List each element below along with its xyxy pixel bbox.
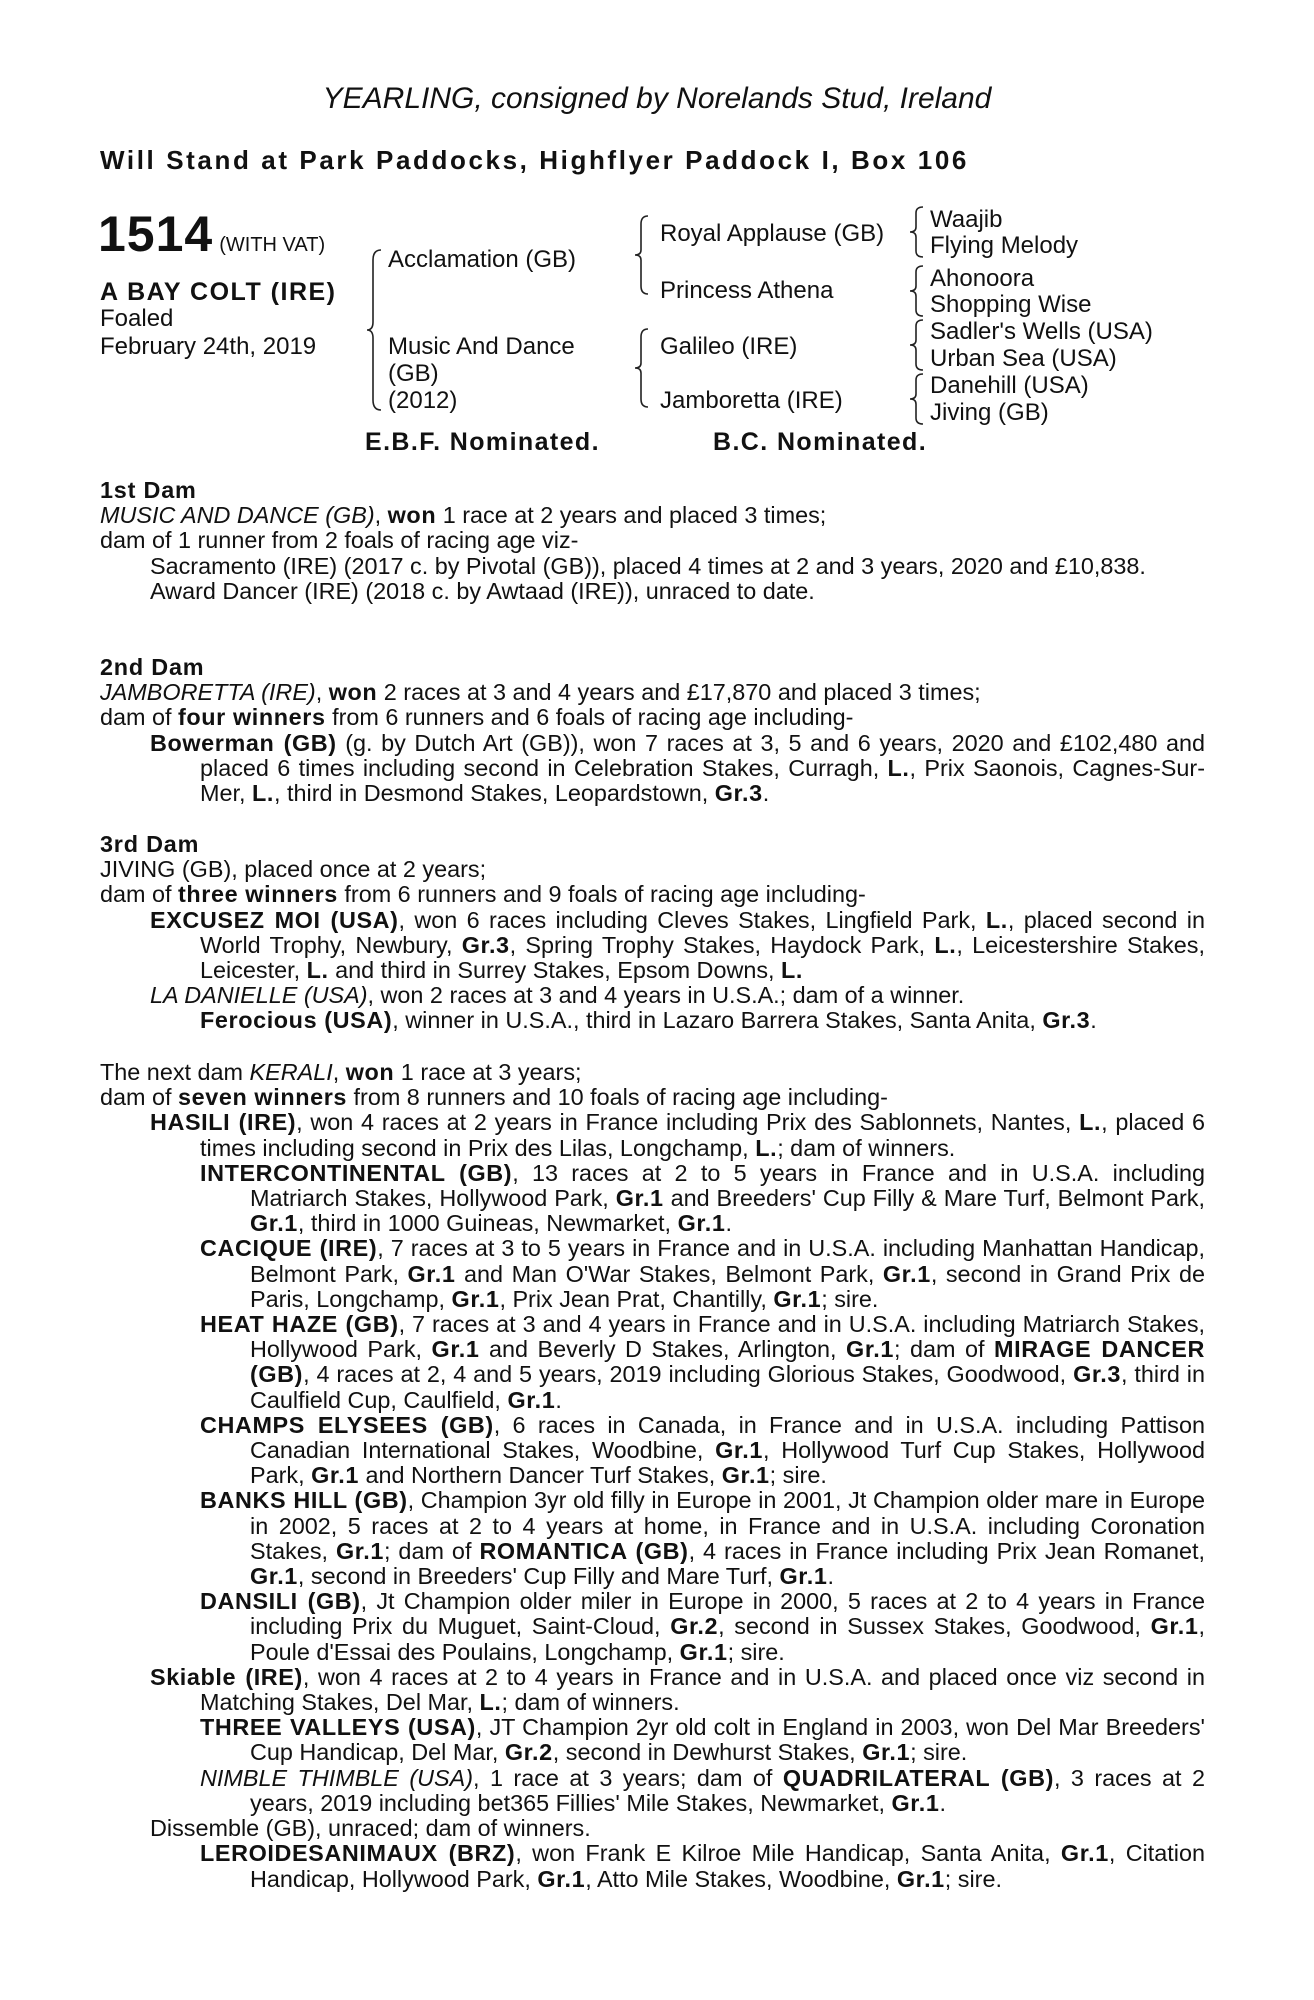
second-dam-heading: 2nd Dam [100, 654, 205, 680]
pedigree-dam: Music And Dance [388, 333, 575, 360]
produce-banks-hill: BANKS HILL (GB), Champion 3yr old filly in Europe in 2001, Jt Champion older mare in Europe in 2002, 5 races at 2 to 4 years at home, in France and in U.S.A. including Coronation Stakes, Gr.1; dam of ROMANTICA (GB), 4 races in France including Prix Jean Romanet, Gr.1, second in Breeders' Cup Filly and Mare Turf, Gr.1. [200, 1487, 1205, 1590]
pedigree-dam-country: (GB) [388, 360, 439, 387]
produce-sacramento: Sacramento (IRE) (2017 c. by Pivotal (GB)), placed 4 times at 2 and 3 years, 2020 and £10,838. [150, 552, 1146, 579]
produce-dissemble: Dissemble (GB), unraced; dam of winners. [150, 1815, 591, 1842]
lot-title: A BAY COLT (IRE) [100, 278, 337, 306]
pedigree-g3: Ahonoora [930, 265, 1035, 292]
pedigree-g5: Sadler's Wells (USA) [930, 318, 1153, 345]
pedigree-brace-main [365, 248, 385, 413]
first-dam-section [100, 478, 1205, 604]
foaled-label: Foaled [100, 305, 174, 332]
second-dam-record: JAMBORETTA (IRE), won 2 races at 3 and 4 years and £17,870 and placed 3 times; [100, 679, 981, 706]
pedigree-brace-sire [633, 214, 651, 296]
produce-award-dancer: Award Dancer (IRE) (2018 c. by Awtaad (IRE)), unraced to date. [150, 577, 815, 604]
pedigree-dam-year: (2012) [388, 387, 458, 414]
third-dam-heading: 3rd Dam [100, 831, 200, 857]
produce-heat-haze: HEAT HAZE (GB), 7 races at 3 and 4 years in France and in U.S.A. including Matriarch Stakes, Hollywood Park, Gr.1 and Beverly D Stakes, Arlington, Gr.1; dam of MIRAGE DANCER (GB), 4 races at 2, 4 and 5 years, 2019 including Glorious Stakes, Goodwood, Gr.3, third in Caulfield Cup, Caulfield, Gr.1. [200, 1311, 1206, 1413]
pedigree-brace-dam [633, 327, 651, 409]
third-dam-record: JIVING (GB), placed once at 2 years; [100, 856, 487, 883]
produce-leroidesanimaux: LEROIDESANIMAUX (BRZ), won Frank E Kilroe Mile Handicap, Santa Anita, Gr.1, Citation Handicap, Hollywood Park, Gr.1, Atto Mile Stakes, Woodbine, Gr.1; sire. [200, 1840, 1205, 1892]
pedigree-g7: Danehill (USA) [930, 372, 1089, 399]
pedigree-sire: Acclamation (GB) [388, 246, 577, 273]
ebf-nominated: E.B.F. Nominated. [365, 428, 600, 456]
third-dam-section [100, 832, 1205, 1034]
pedigree-g8: Jiving (GB) [930, 399, 1049, 426]
first-dam-produce: dam of 1 runner from 2 foals of racing age viz- [100, 527, 579, 554]
consigned-line: YEARLING, consigned by Norelands Stud, Ireland [322, 82, 992, 115]
produce-dansili: DANSILI (GB), Jt Champion older miler in Europe in 2000, 5 races at 2 to 4 years in France including Prix du Muguet, Saint-Cloud, Gr.2, second in Sussex Stakes, Goodwood, Gr.1, Poule d'Essai des Poulains, Longchamp, Gr.1; sire. [200, 1588, 1205, 1665]
produce-bowerman: Bowerman (GB) (g. by Dutch Art (GB)), won 7 races at 3, 5 and 6 years, 2020 and £102,480 and placed 6 times including second in Celebration Stakes, Curragh, L., Prix Saonois, Cagnes-Sur-Mer, L., third in Desmond Stakes, Leopardstown, Gr.3. [150, 729, 1206, 807]
second-dam-section [100, 655, 1205, 806]
produce-cacique: CACIQUE (IRE), 7 races at 3 to 5 years in France and in U.S.A. including Manhattan Handicap, Belmont Park, Gr.1 and Man O'War Stakes, Belmont Park, Gr.1, second in Grand Prix de Paris, Longchamp, Gr.1, Prix Jean Prat, Chantilly, Gr.1; sire. [200, 1235, 1206, 1312]
bc-nominated: B.C. Nominated. [713, 428, 928, 456]
produce-nimble-thimble: NIMBLE THIMBLE (USA), 1 race at 3 years; dam of QUADRILATERAL (GB), 3 races at 2 years, 2019 including bet365 Fillies' Mile Stakes, Newmarket, Gr.1. [200, 1764, 1205, 1816]
lot-number: 1514 [98, 206, 214, 262]
produce-la-danielle: LA DANIELLE (USA), won 2 races at 3 and 4 years in U.S.A.; dam of a winner. [150, 982, 965, 1009]
pedigree-sire-dam: Princess Athena [660, 277, 834, 304]
pedigree-g2: Flying Melody [930, 232, 1079, 259]
produce-intercontinental: INTERCONTINENTAL (GB), 13 races at 2 to 5 years in France and in U.S.A. including Matriarch Stakes, Hollywood Park, Gr.1 and Breeders' Cup Filly & Mare Turf, Belmont Park, Gr.1, third in 1000 Guineas, Newmarket, Gr.1. [200, 1159, 1205, 1237]
third-dam-produce: dam of three winners from 6 runners and 9 foals of racing age including- [100, 881, 866, 908]
produce-hasili: HASILI (IRE), won 4 races at 2 years in France including Prix des Sablonnets, Nantes, L., placed 6 times including second in Prix des Lilas, Longchamp, L.; dam of winners. [150, 1109, 1205, 1161]
first-dam-record: MUSIC AND DANCE (GB), won 1 race at 2 years and placed 3 times; [100, 502, 827, 529]
pedigree-g4: Shopping Wise [930, 291, 1092, 318]
produce-three-valleys: THREE VALLEYS (USA), JT Champion 2yr old colt in England in 2003, won Del Mar Breeders' Cup Handicap, Del Mar, Gr.2, second in Dewhurst Stakes, Gr.1; sire. [200, 1714, 1205, 1766]
foaled-date: February 24th, 2019 [100, 333, 317, 360]
pedigree-brace-g4 [908, 372, 926, 426]
next-dam-section [100, 1060, 1205, 1892]
vat-label: (WITH VAT) [219, 234, 326, 256]
produce-skiable: Skiable (IRE), won 4 races at 2 to 4 years in France and in U.S.A. and placed once viz second in Matching Stakes, Del Mar, L.; dam of winners. [150, 1663, 1205, 1716]
produce-ferocious: Ferocious (USA), winner in U.S.A., third in Lazaro Barrera Stakes, Santa Anita, Gr.3. [200, 1007, 1097, 1034]
pedigree-brace-g2 [908, 264, 926, 318]
pedigree-dam-dam: Jamboretta (IRE) [660, 387, 843, 414]
pedigree-dam-sire: Galileo (IRE) [660, 333, 798, 360]
next-dam-produce: dam of seven winners from 8 runners and 10 foals of racing age including- [100, 1084, 888, 1111]
pedigree-brace-g1 [908, 205, 926, 259]
pedigree-g6: Urban Sea (USA) [930, 345, 1117, 372]
pedigree-g1: Waajib [930, 206, 1003, 233]
pedigree-brace-g3 [908, 318, 926, 372]
lot-number-line [98, 205, 325, 263]
pedigree-sire-sire: Royal Applause (GB) [660, 220, 885, 247]
second-dam-produce: dam of four winners from 6 runners and 6 foals of racing age including- [100, 704, 854, 731]
stand-location: Will Stand at Park Paddocks, Highflyer Paddock I, Box 106 [100, 145, 969, 175]
next-dam-record: The next dam KERALI, won 1 race at 3 years; [100, 1059, 582, 1085]
first-dam-heading: 1st Dam [100, 477, 197, 503]
produce-champs-elysees: CHAMPS ELYSEES (GB), 6 races in Canada, in France and in U.S.A. including Pattison Canadian International Stakes, Woodbine, Gr.1, Hollywood Turf Cup Stakes, Hollywood Park, Gr.1 and Northern Dancer Turf Stakes, Gr.1; sire. [200, 1411, 1205, 1489]
produce-excusez-moi: EXCUSEZ MOI (USA), won 6 races including Cleves Stakes, Lingfield Park, L., placed second in World Trophy, Newbury, Gr.3, Spring Trophy Stakes, Haydock Park, L., Leicestershire Stakes, Leicester, L. and third in Surrey Stakes, Epsom Downs, L. [150, 906, 1205, 984]
